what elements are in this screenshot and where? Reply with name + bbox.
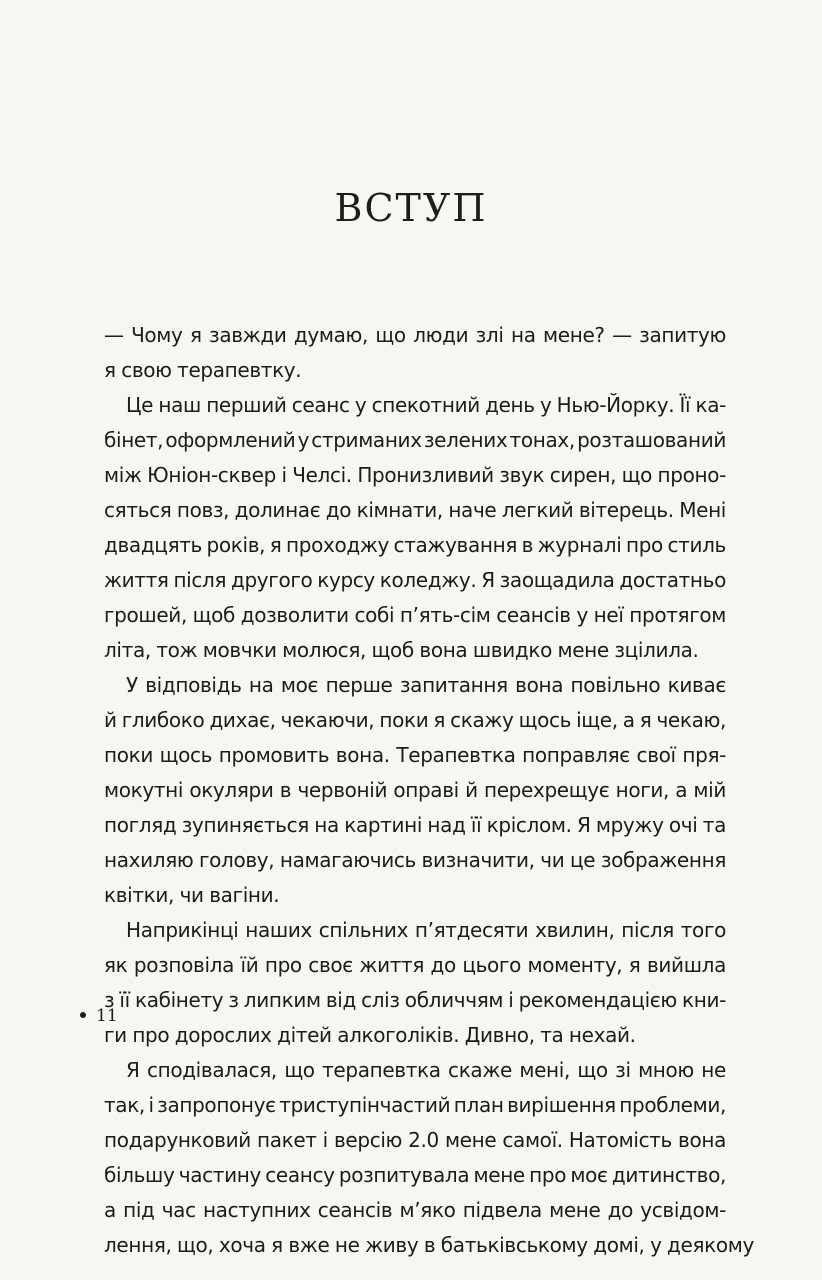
text-line: так, і запропонує триступінчастий план вирішення проблеми, xyxy=(104,1093,726,1117)
text-line: У відповідь на моє перше запитання вона повільно киває xyxy=(126,673,726,697)
text-line: погляд зупиняється на картині над її кріслом. Я мружу очі та xyxy=(104,813,726,837)
text-line: сяться повз, долинає до кімнати, наче легкий вітерець. Мені xyxy=(104,498,726,522)
text-line: квітки, чи вагіни. xyxy=(104,883,280,907)
text-line: бінет, оформлений у стриманих зелених тонах, розташований xyxy=(104,428,726,452)
text-line: з її кабінету з липким від сліз обличчям і рекомендацією кни- xyxy=(104,988,726,1012)
text-line: — Чому я завжди думаю, що люди злі на мене? — запитую xyxy=(104,323,726,347)
paragraph xyxy=(104,913,726,1053)
text-line: більшу частину сеансу розпитувала мене про моє дитинство, xyxy=(104,1163,726,1187)
paragraph xyxy=(104,668,726,913)
text-line: літа, тож мовчки молюся, щоб вона швидко мене зцілила. xyxy=(104,638,699,662)
text-line: мокутні окуляри в червоній оправі й перехрещує ноги, а мій xyxy=(104,778,726,802)
bullet-icon xyxy=(80,1012,86,1018)
text-line: нахиляю голову, намагаючись визначити, чи це зображення xyxy=(104,848,726,872)
text-line: Це наш перший сеанс у спекотний день у Нью-Йорку. Її ка- xyxy=(126,393,726,417)
text-line: Я сподівалася, що терапевтка скаже мені, що зі мною не xyxy=(126,1058,726,1082)
paragraph xyxy=(104,388,726,668)
text-line: й глибоко дихає, чекаючи, поки я скажу щось іще, а я чекаю, xyxy=(104,708,726,732)
text-line: життя після другого курсу коледжу. Я заощадила достатньо xyxy=(104,568,726,592)
text-line: між Юніон-сквер і Челсі. Пронизливий звук сирен, що проно- xyxy=(104,463,726,487)
text-line: поки щось промовить вона. Терапевтка поправляє свої пря- xyxy=(104,743,726,767)
text-line: ги про дорослих дітей алкоголіків. Дивно, та нехай. xyxy=(104,1023,636,1047)
text-line: подарунковий пакет і версію 2.0 мене самої. Натомість вона xyxy=(104,1128,726,1152)
text-line: грошей, щоб дозволити собі п’ять-сім сеансів у неї протягом xyxy=(104,603,726,627)
page-number: 11 xyxy=(96,1006,118,1026)
body-text xyxy=(104,318,755,1263)
text-line: лення, що, хоча я вже не живу в батьківському домі, у деякому xyxy=(104,1233,755,1257)
text-line: двадцять років, я проходжу стажування в журналі про стиль xyxy=(104,533,726,557)
chapter-title: ВСТУП xyxy=(334,186,488,230)
text-line: Наприкінці наших спільних п’ятдесяти хвилин, після того xyxy=(126,918,726,942)
paragraph xyxy=(104,318,726,388)
text-line: а під час наступних сеансів м’яко підвела мене до усвідом- xyxy=(104,1198,726,1222)
paragraph xyxy=(104,1053,755,1263)
text-line: як розповіла їй про своє життя до цього моменту, я вийшла xyxy=(104,953,726,977)
page-footer xyxy=(80,1006,118,1026)
text-line: я свою терапевтку. xyxy=(104,358,302,382)
